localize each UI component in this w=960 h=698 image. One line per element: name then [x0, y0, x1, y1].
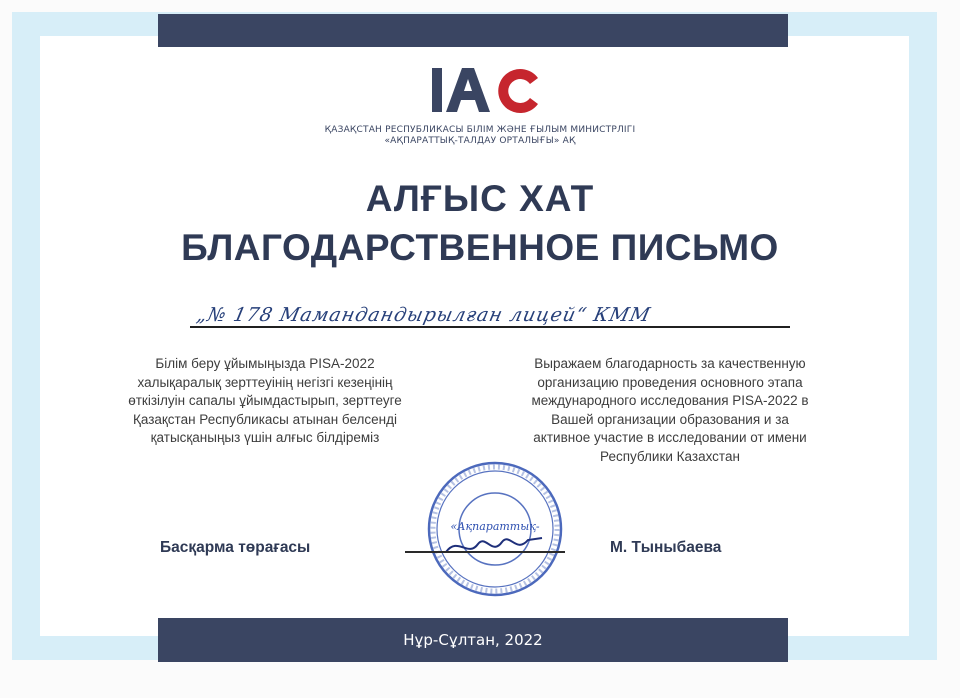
ministry-line-1: ҚАЗАҚСТАН РЕСПУБЛИКАСЫ БІЛІМ ЖӘНЕ ҒЫЛЫМ МИНИСТРЛІГІ — [324, 125, 636, 135]
russian-line: Вашей организации образования и за — [551, 411, 789, 427]
official-stamp — [424, 458, 566, 600]
logo-letter-i — [432, 68, 442, 112]
signatory-name: М. Тыныбаева — [610, 539, 722, 556]
kazakh-line: өткізілуін сапалы ұйымдастырып, зерттеуге — [128, 393, 402, 408]
recipient-underline — [190, 326, 790, 328]
signature-line — [405, 551, 565, 553]
title-russian: БЛАГОДАРСТВЕННОЕ ПИСЬМО — [181, 227, 779, 268]
russian-line: Выражаем благодарность за качественную — [534, 356, 806, 371]
paragraph-russian — [505, 355, 835, 466]
logo-letter-c — [498, 69, 538, 113]
russian-line: Республики Казахстан — [600, 448, 740, 464]
title-kazakh: АЛҒЫС ХАТ — [365, 178, 595, 219]
footer-city-year: Нұр-Сұлтан, 2022 — [403, 631, 543, 649]
kazakh-line: қатысқаныңыз үшін алғыс білдіреміз — [150, 430, 380, 445]
signatory-position: Басқарма төрағасы — [160, 539, 311, 556]
russian-line: активное участие в исследовании от имени — [533, 430, 807, 445]
kazakh-line: халықаралық зерттеуінің негізгі кезеңінің — [137, 374, 393, 390]
iac-logo — [430, 64, 542, 116]
kazakh-line: Қазақстан Республикасы атынан белсенді — [132, 411, 398, 427]
ministry-line-2: «АҚПАРАТТЫҚ-ТАЛДАУ ОРТАЛЫҒЫ» АҚ — [384, 136, 576, 146]
paragraph-kazakh — [105, 355, 425, 448]
russian-line: международного исследования PISA-2022 в — [531, 393, 809, 408]
stamp-center-text: «Ақпараттық- — [450, 520, 540, 533]
top-band — [158, 14, 788, 47]
recipient-handwritten: „№ 178 Мамандандырылған лицей“ КММ — [194, 304, 653, 326]
kazakh-line: Білім беру ұйымыңызда PISA-2022 — [155, 356, 375, 371]
ministry-heading — [250, 125, 710, 147]
russian-line: организацию проведения основного этапа — [537, 374, 803, 390]
